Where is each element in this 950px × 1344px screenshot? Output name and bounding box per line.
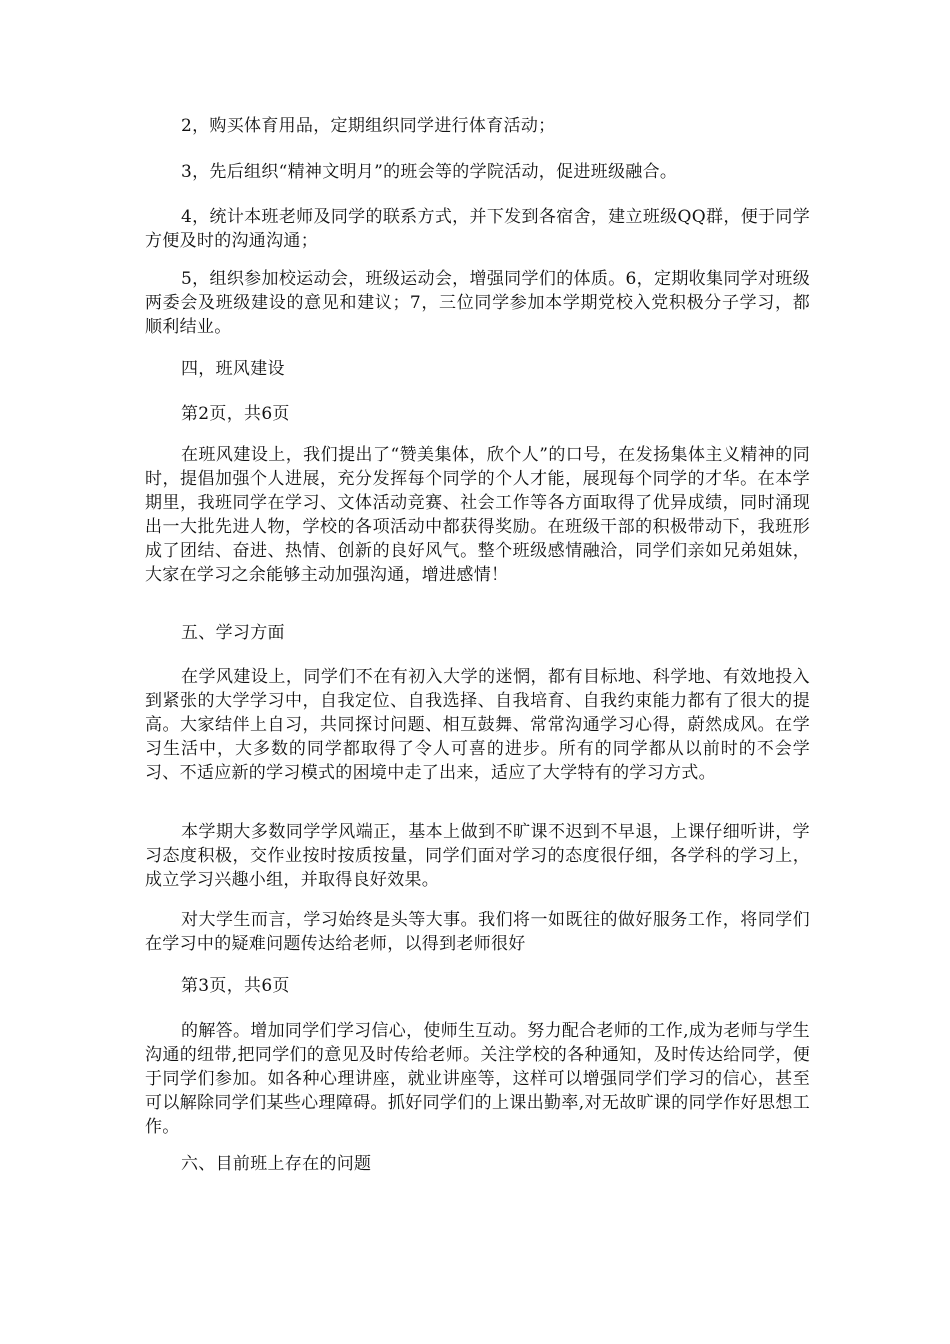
- paragraph-answers: 的解答。增加同学们学习信心，使师生互动。努力配合老师的工作,成为老师与学生沟通的纽带,把同学们的意见及时传给老师。关注学校的各种通知，及时传达给同学，便于同学们参加。如各种心理讲座，就业讲座等，这样可以增强同学们学习的信心，甚至可以解除同学们某些心理障碍。抓好同学们的上课出勤率,对无故旷课的同学作好思想工作。: [145, 1021, 810, 1137]
- paragraph-study-style: 在学风建设上，同学们不在有初入大学的迷惘，都有目标地、科学地、有效地投入到紧张的大学学习中，自我定位、自我选择、自我培育、自我约束能力都有了很大的提高。大家结伴上自习，共同探讨问题、相互鼓舞、常常沟通学习心得，蔚然成风。在学习生活中，大多数的同学都取得了令人可喜的进步。所有的同学都从以前时的不会学习、不适应新的学习模式的困境中走了出来，适应了大学特有的学习方式。: [145, 667, 810, 783]
- paragraph-semester-study: 本学期大多数同学学风端正，基本上做到不旷课不迟到不早退，上课仔细听讲，学习态度积极，交作业按时按质按量，同学们面对学习的态度很仔细，各学科的学习上，成立学习兴趣小组，并取得良好效果。: [145, 822, 810, 890]
- paragraph-class-style: 在班风建设上，我们提出了“赞美集体，欣个人”的口号，在发扬集体主义精神的同时，提倡加强个人进展，充分发挥每个同学的个人才能，展现每个同学的才华。在本学期里，我班同学在学习、文体活动竞赛、社会工作等各方面取得了优异成绩，同时涌现出一大批先进人物，学校的各项活动中都获得奖励。在班级干部的积极带动下，我班形成了团结、奋进、热情、创新的良好风气。整个班级感情融洽，同学们亲如兄弟姐妹，大家在学习之余能够主动加强沟通，增进感情！: [145, 445, 810, 585]
- paragraph-item-3: 3，先后组织“精神文明月”的班会等的学院活动，促进班级融合。: [181, 162, 678, 182]
- section-heading-5: 五、学习方面: [181, 623, 285, 643]
- paragraph-item-2: 2，购买体育用品，定期组织同学进行体育活动；: [181, 116, 556, 136]
- paragraph-item-5-6-7: 5，组织参加校运动会，班级运动会，增强同学们的体质。6，定期收集同学对班级两委会及班级建设的意见和建议；7，三位同学参加本学期党校入党积极分子学习，都顺利结业。: [145, 269, 810, 337]
- page-marker-3: 第3页，共6页: [181, 976, 290, 996]
- paragraph-item-4: 4，统计本班老师及同学的联系方式，并下发到各宿舍，建立班级QQ群，便于同学方便及时的沟通沟通；: [145, 207, 810, 251]
- section-heading-6: 六、目前班上存在的问题: [181, 1154, 372, 1174]
- page-marker-2: 第2页，共6页: [181, 404, 290, 424]
- section-heading-4: 四，班风建设: [181, 359, 285, 379]
- paragraph-study-priority: 对大学生而言，学习始终是头等大事。我们将一如既往的做好服务工作，将同学们在学习中的疑难问题传达给老师，以得到老师很好: [145, 910, 810, 954]
